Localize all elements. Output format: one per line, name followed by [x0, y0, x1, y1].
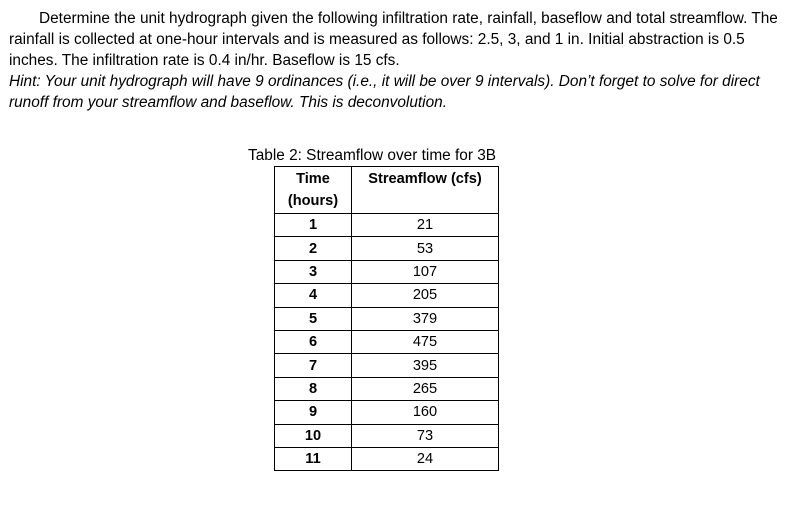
time-header-line2: (hours) [287, 193, 339, 209]
streamflow-table [274, 166, 499, 471]
streamflow-cell: 24 [352, 447, 499, 470]
problem-statement [9, 8, 795, 113]
time-cell: 6 [275, 330, 352, 353]
table-row [275, 260, 499, 283]
time-column-header [275, 167, 352, 214]
time-cell: 7 [275, 354, 352, 377]
problem-paragraph [9, 8, 795, 71]
time-cell: 9 [275, 401, 352, 424]
time-cell: 2 [275, 237, 352, 260]
table-body [275, 214, 499, 471]
time-cell: 4 [275, 284, 352, 307]
streamflow-cell: 160 [352, 401, 499, 424]
streamflow-cell: 107 [352, 260, 499, 283]
table-row [275, 330, 499, 353]
streamflow-cell: 53 [352, 237, 499, 260]
streamflow-cell: 21 [352, 214, 499, 237]
table-row [275, 401, 499, 424]
time-cell: 8 [275, 377, 352, 400]
time-cell: 1 [275, 214, 352, 237]
table-row [275, 447, 499, 470]
streamflow-cell: 265 [352, 377, 499, 400]
streamflow-cell: 395 [352, 354, 499, 377]
table-caption: Table 2: Streamflow over time for 3B [248, 147, 497, 164]
time-cell: 10 [275, 424, 352, 447]
table-row [275, 214, 499, 237]
streamflow-column-header: Streamflow (cfs) [352, 167, 499, 214]
problem-text: Determine the unit hydrograph given the following infiltration rate, rainfall, baseflow and total streamflow. The rainfall is collected at one-hour intervals and is measured as follows: 2.5, 3, and 1 in. Initial abstraction is 0.5 inches. The infiltration rate is 0.4 in/hr. Baseflow is 15 cfs. [9, 10, 778, 69]
table-row [275, 354, 499, 377]
time-cell: 5 [275, 307, 352, 330]
table-header-row [275, 167, 499, 214]
problem-hint: Hint: Your unit hydrograph will have 9 ordinances (i.e., it will be over 9 intervals). Don’t forget to solve for direct runoff from your streamflow and baseflow. This is deconvolution. [9, 73, 760, 111]
table-row [275, 307, 499, 330]
table-row [275, 377, 499, 400]
time-cell: 3 [275, 260, 352, 283]
streamflow-cell: 475 [352, 330, 499, 353]
time-header-line1: Time [296, 171, 330, 187]
streamflow-cell: 379 [352, 307, 499, 330]
table-row [275, 284, 499, 307]
streamflow-cell: 205 [352, 284, 499, 307]
time-cell: 11 [275, 447, 352, 470]
streamflow-cell: 73 [352, 424, 499, 447]
table-row [275, 424, 499, 447]
table-row [275, 237, 499, 260]
